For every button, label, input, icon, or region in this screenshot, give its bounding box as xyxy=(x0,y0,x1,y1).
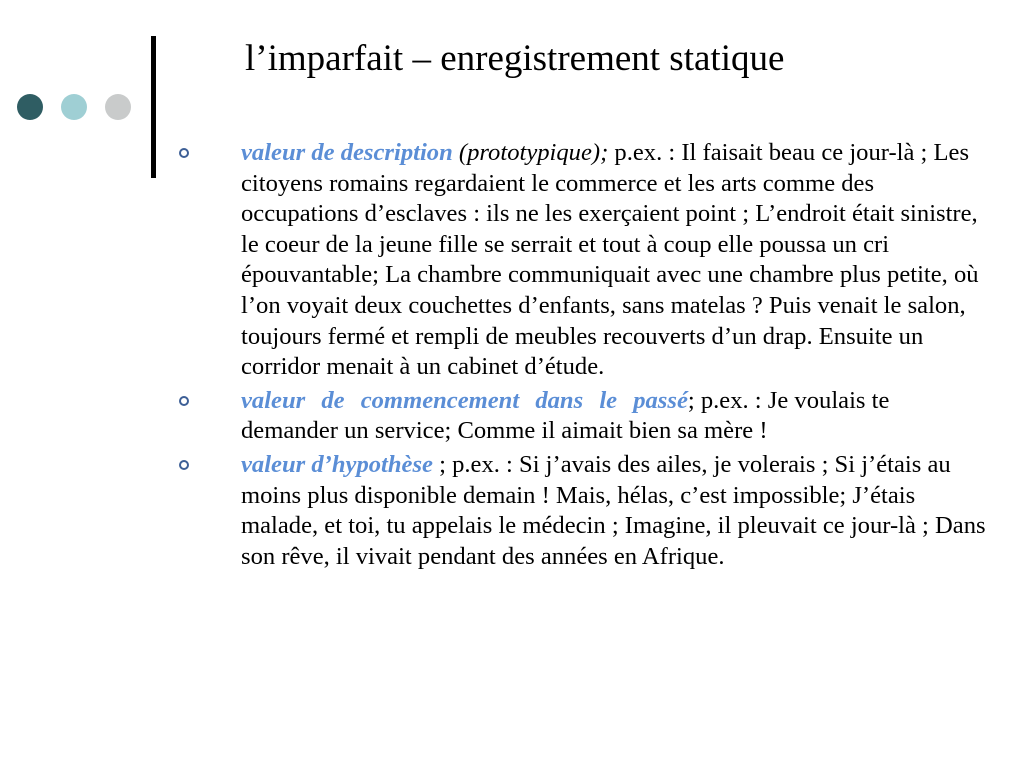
title-divider-line xyxy=(151,36,156,178)
term-description: valeur de description xyxy=(241,139,453,166)
bullet-item-hypothese xyxy=(241,450,986,572)
term-commencement: valeur de commencement dans le passé xyxy=(241,386,688,414)
bullet-ring-icon xyxy=(179,396,189,406)
dot-light xyxy=(105,94,131,120)
term-hypothese: valeur d’hypothèse xyxy=(241,450,433,478)
bullet-text: p.ex. : Il faisait beau ce jour-là ; Les citoyens romains regardaient le commerce et les arts comme des occupations d’esclaves : ils ne les exerçaient point ; L’endroit était sinistre, le coeur de la jeune fille se serrait et tout à coup elle poussa un cri épouvantable; La chambre communiquait avec une chambre plus petite, où l’on voyait deux couchettes d’enfants, sans matelas ? Puis venait le salon, toujours fermé et rempli de meubles recouverts d’un drap. Ensuite un corridor menait à un cabinet d’étude. xyxy=(241,139,979,381)
term-note: (prototypique); xyxy=(452,139,609,166)
bullet-list xyxy=(241,138,986,575)
decorative-dots xyxy=(17,94,132,122)
slide-title: l’imparfait – enregistrement statique xyxy=(245,38,785,79)
bullet-text: ; p.ex. : Si j’avais des ailes, je volerais ; Si j’étais au moins plus disponible demain ! Mais, hélas, c’est impossible; J’étais malade, et toi, tu appelais le médecin ; Imagine, il pleuvait ce jour-là ; Dans son rêve, il vivait pendant des années en Afrique. xyxy=(241,450,986,570)
bullet-item-description xyxy=(241,138,986,383)
bullet-item-commencement xyxy=(241,386,986,447)
bullet-ring-icon xyxy=(179,460,189,470)
bullet-ring-icon xyxy=(179,148,189,158)
dot-dark xyxy=(17,94,43,120)
dot-mid xyxy=(61,94,87,120)
bullet-text: ; p.ex. : Je voulais te demander un service; Comme il aimait bien sa mère ! xyxy=(241,386,890,445)
